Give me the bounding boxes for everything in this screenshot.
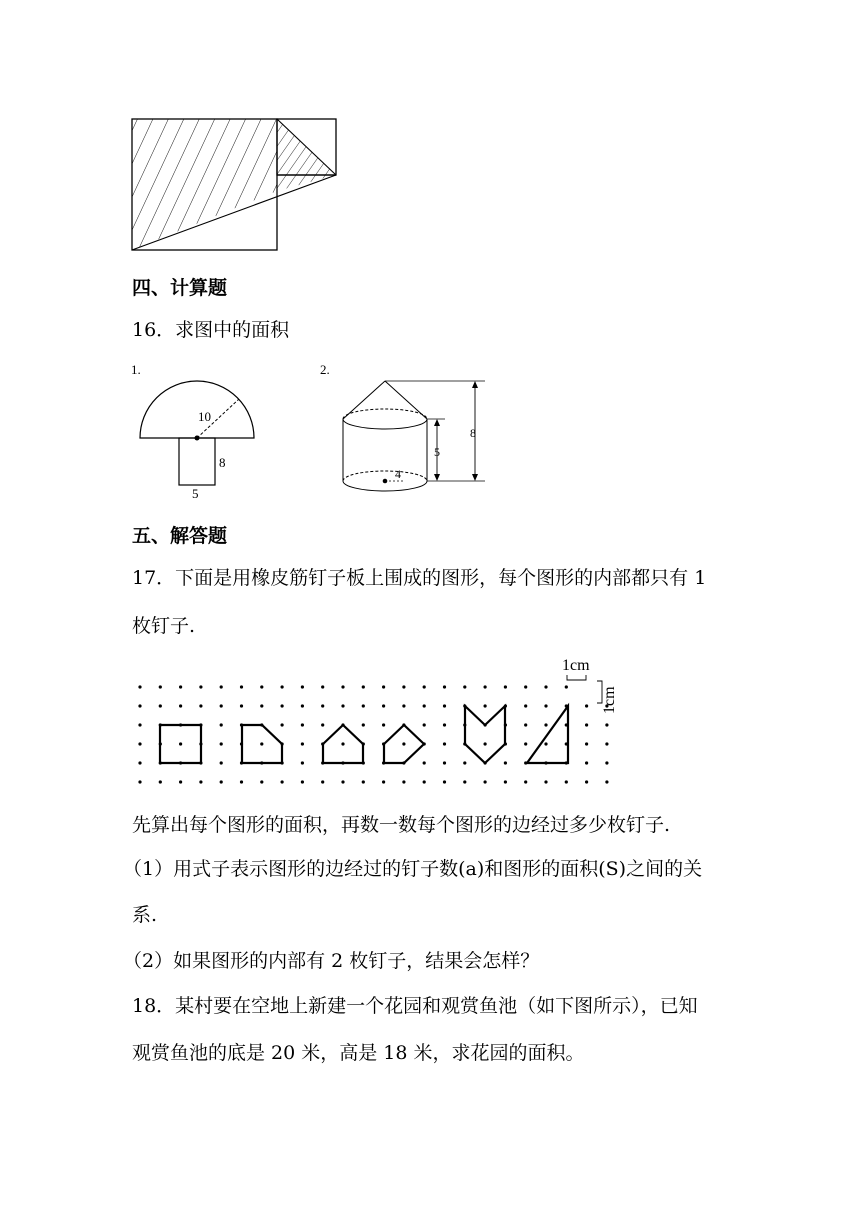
peg-dot: [524, 780, 527, 783]
peg-dot: [220, 780, 223, 783]
radius-label: 10: [198, 409, 211, 424]
radius-4-label: 4: [395, 467, 401, 481]
peg-dot: [524, 685, 527, 688]
peg-dot: [220, 704, 223, 707]
q17-sub1-line1: （1）用式子表示图形的边经过的钉子数(a)和图形的面积(S)之间的关: [123, 858, 703, 880]
peg-dot: [544, 723, 547, 726]
peg-dot: [463, 685, 466, 688]
peg-dot: [443, 723, 446, 726]
unit-horizontal: 1cm: [562, 657, 590, 674]
peg-dot: [585, 780, 588, 783]
peg-dot: [544, 780, 547, 783]
peg-dot: [138, 723, 141, 726]
peg-dot: [159, 780, 162, 783]
peg-dot: [362, 780, 365, 783]
peg-dot: [159, 685, 162, 688]
shaded-region: [132, 119, 277, 250]
peg-dot: [443, 742, 446, 745]
peg-dot: [199, 780, 202, 783]
peg-dot: [281, 780, 284, 783]
peg-dot: [463, 761, 466, 764]
peg-dot: [301, 723, 304, 726]
peg-dot: [301, 704, 304, 707]
peg-dot: [240, 685, 243, 688]
peg-dot: [382, 780, 385, 783]
peg-dot: [281, 723, 284, 726]
peg-dot: [443, 685, 446, 688]
peg-dot: [179, 704, 182, 707]
q18-line1: 18．某村要在空地上新建一个花园和观赏鱼池（如下图所示），已知: [132, 995, 698, 1017]
fig1-label: 1.: [131, 362, 141, 377]
peg-dot: [585, 723, 588, 726]
shaded-small-region: [277, 119, 336, 191]
peg-dot: [321, 780, 324, 783]
shape-arrow: [465, 706, 505, 763]
peg-dot: [443, 704, 446, 707]
peg-dot: [382, 685, 385, 688]
peg-dot: [199, 704, 202, 707]
peg-dot: [524, 742, 527, 745]
height-label: 8: [219, 455, 226, 470]
peg-dot: [484, 780, 487, 783]
peg-dot: [423, 780, 426, 783]
peg-dot: [362, 685, 365, 688]
peg-dot: [524, 723, 527, 726]
peg-dot: [585, 761, 588, 764]
peg-dot: [484, 685, 487, 688]
peg-dot: [260, 742, 263, 745]
peg-dot: [443, 780, 446, 783]
peg-dots: [138, 685, 608, 783]
peg-dot: [179, 685, 182, 688]
semicircle-rectangle-figure: [135, 375, 260, 500]
peg-dot: [199, 685, 202, 688]
peg-dot: [585, 742, 588, 745]
peg-dot: [341, 704, 344, 707]
q17-sub1-line2: 系.: [132, 904, 158, 926]
cyl-height-label: 5: [434, 445, 440, 459]
section-4-title: 四、计算题: [132, 277, 228, 299]
peg-dot: [402, 780, 405, 783]
peg-dot: [301, 742, 304, 745]
peg-dot: [179, 780, 182, 783]
peg-dot: [423, 685, 426, 688]
peg-dot: [260, 780, 263, 783]
peg-dot: [138, 704, 141, 707]
peg-dot: [220, 761, 223, 764]
peg-dot: [443, 761, 446, 764]
total-height-label: 8: [470, 426, 476, 440]
section-5-title: 五、解答题: [132, 525, 228, 547]
peg-dot: [179, 742, 182, 745]
cone-cylinder-figure: [335, 375, 495, 495]
peg-dot: [260, 704, 263, 707]
peg-dot: [382, 704, 385, 707]
peg-dot: [504, 780, 507, 783]
q18-line2: 观赏鱼池的底是 20 米，高是 18 米，求花园的面积。: [132, 1042, 585, 1064]
peg-dot: [341, 685, 344, 688]
q16-text: 16．求图中的面积: [132, 319, 290, 341]
peg-dot: [341, 780, 344, 783]
peg-dot: [321, 723, 324, 726]
peg-board-figure: [130, 652, 640, 792]
unit-vertical: 1cm: [601, 686, 618, 714]
peg-dot: [240, 704, 243, 707]
peg-dot: [362, 723, 365, 726]
peg-dot: [382, 723, 385, 726]
peg-dot: [402, 742, 405, 745]
peg-dot: [260, 685, 263, 688]
peg-dot: [605, 742, 608, 745]
peg-dot: [220, 723, 223, 726]
peg-dot: [605, 723, 608, 726]
peg-dot: [605, 780, 608, 783]
peg-dot: [423, 761, 426, 764]
peg-dot: [341, 742, 344, 745]
peg-dot: [605, 761, 608, 764]
shape-triangle: [527, 706, 568, 763]
peg-dot: [565, 685, 568, 688]
width-label: 5: [192, 486, 199, 500]
peg-dot: [220, 685, 223, 688]
peg-dot: [138, 742, 141, 745]
peg-dot: [138, 685, 141, 688]
peg-dot: [423, 704, 426, 707]
peg-dot: [544, 704, 547, 707]
peg-dot: [240, 780, 243, 783]
peg-dot: [504, 761, 507, 764]
peg-dot: [423, 723, 426, 726]
peg-dot: [159, 704, 162, 707]
peg-dot: [138, 780, 141, 783]
peg-dot: [402, 704, 405, 707]
peg-dot: [484, 704, 487, 707]
peg-dot: [321, 704, 324, 707]
fig2-label: 2.: [320, 362, 330, 377]
peg-dot: [402, 685, 405, 688]
peg-dot: [281, 704, 284, 707]
peg-dot: [544, 685, 547, 688]
peg-dot: [301, 780, 304, 783]
peg-dot: [544, 742, 547, 745]
hatched-square-figure: [125, 112, 345, 257]
peg-dot: [321, 685, 324, 688]
peg-dot: [484, 742, 487, 745]
q17-line1: 17．下面是用橡皮筋钉子板上围成的图形，每个图形的内部都只有 1: [132, 567, 707, 589]
peg-dot: [524, 704, 527, 707]
q17-instruction: 先算出每个图形的面积，再数一数每个图形的边经过多少枚钉子.: [132, 814, 671, 836]
peg-dot: [585, 704, 588, 707]
q17-sub2: （2）如果图形的内部有 2 枚钉子，结果会怎样？: [123, 950, 540, 972]
peg-dot: [138, 761, 141, 764]
peg-dot: [301, 761, 304, 764]
peg-dot: [362, 704, 365, 707]
peg-dot: [301, 685, 304, 688]
q17-line2: 枚钉子.: [132, 615, 196, 637]
peg-dot: [565, 780, 568, 783]
peg-dot: [281, 685, 284, 688]
peg-dot: [463, 780, 466, 783]
peg-dot: [504, 685, 507, 688]
peg-dot: [220, 742, 223, 745]
